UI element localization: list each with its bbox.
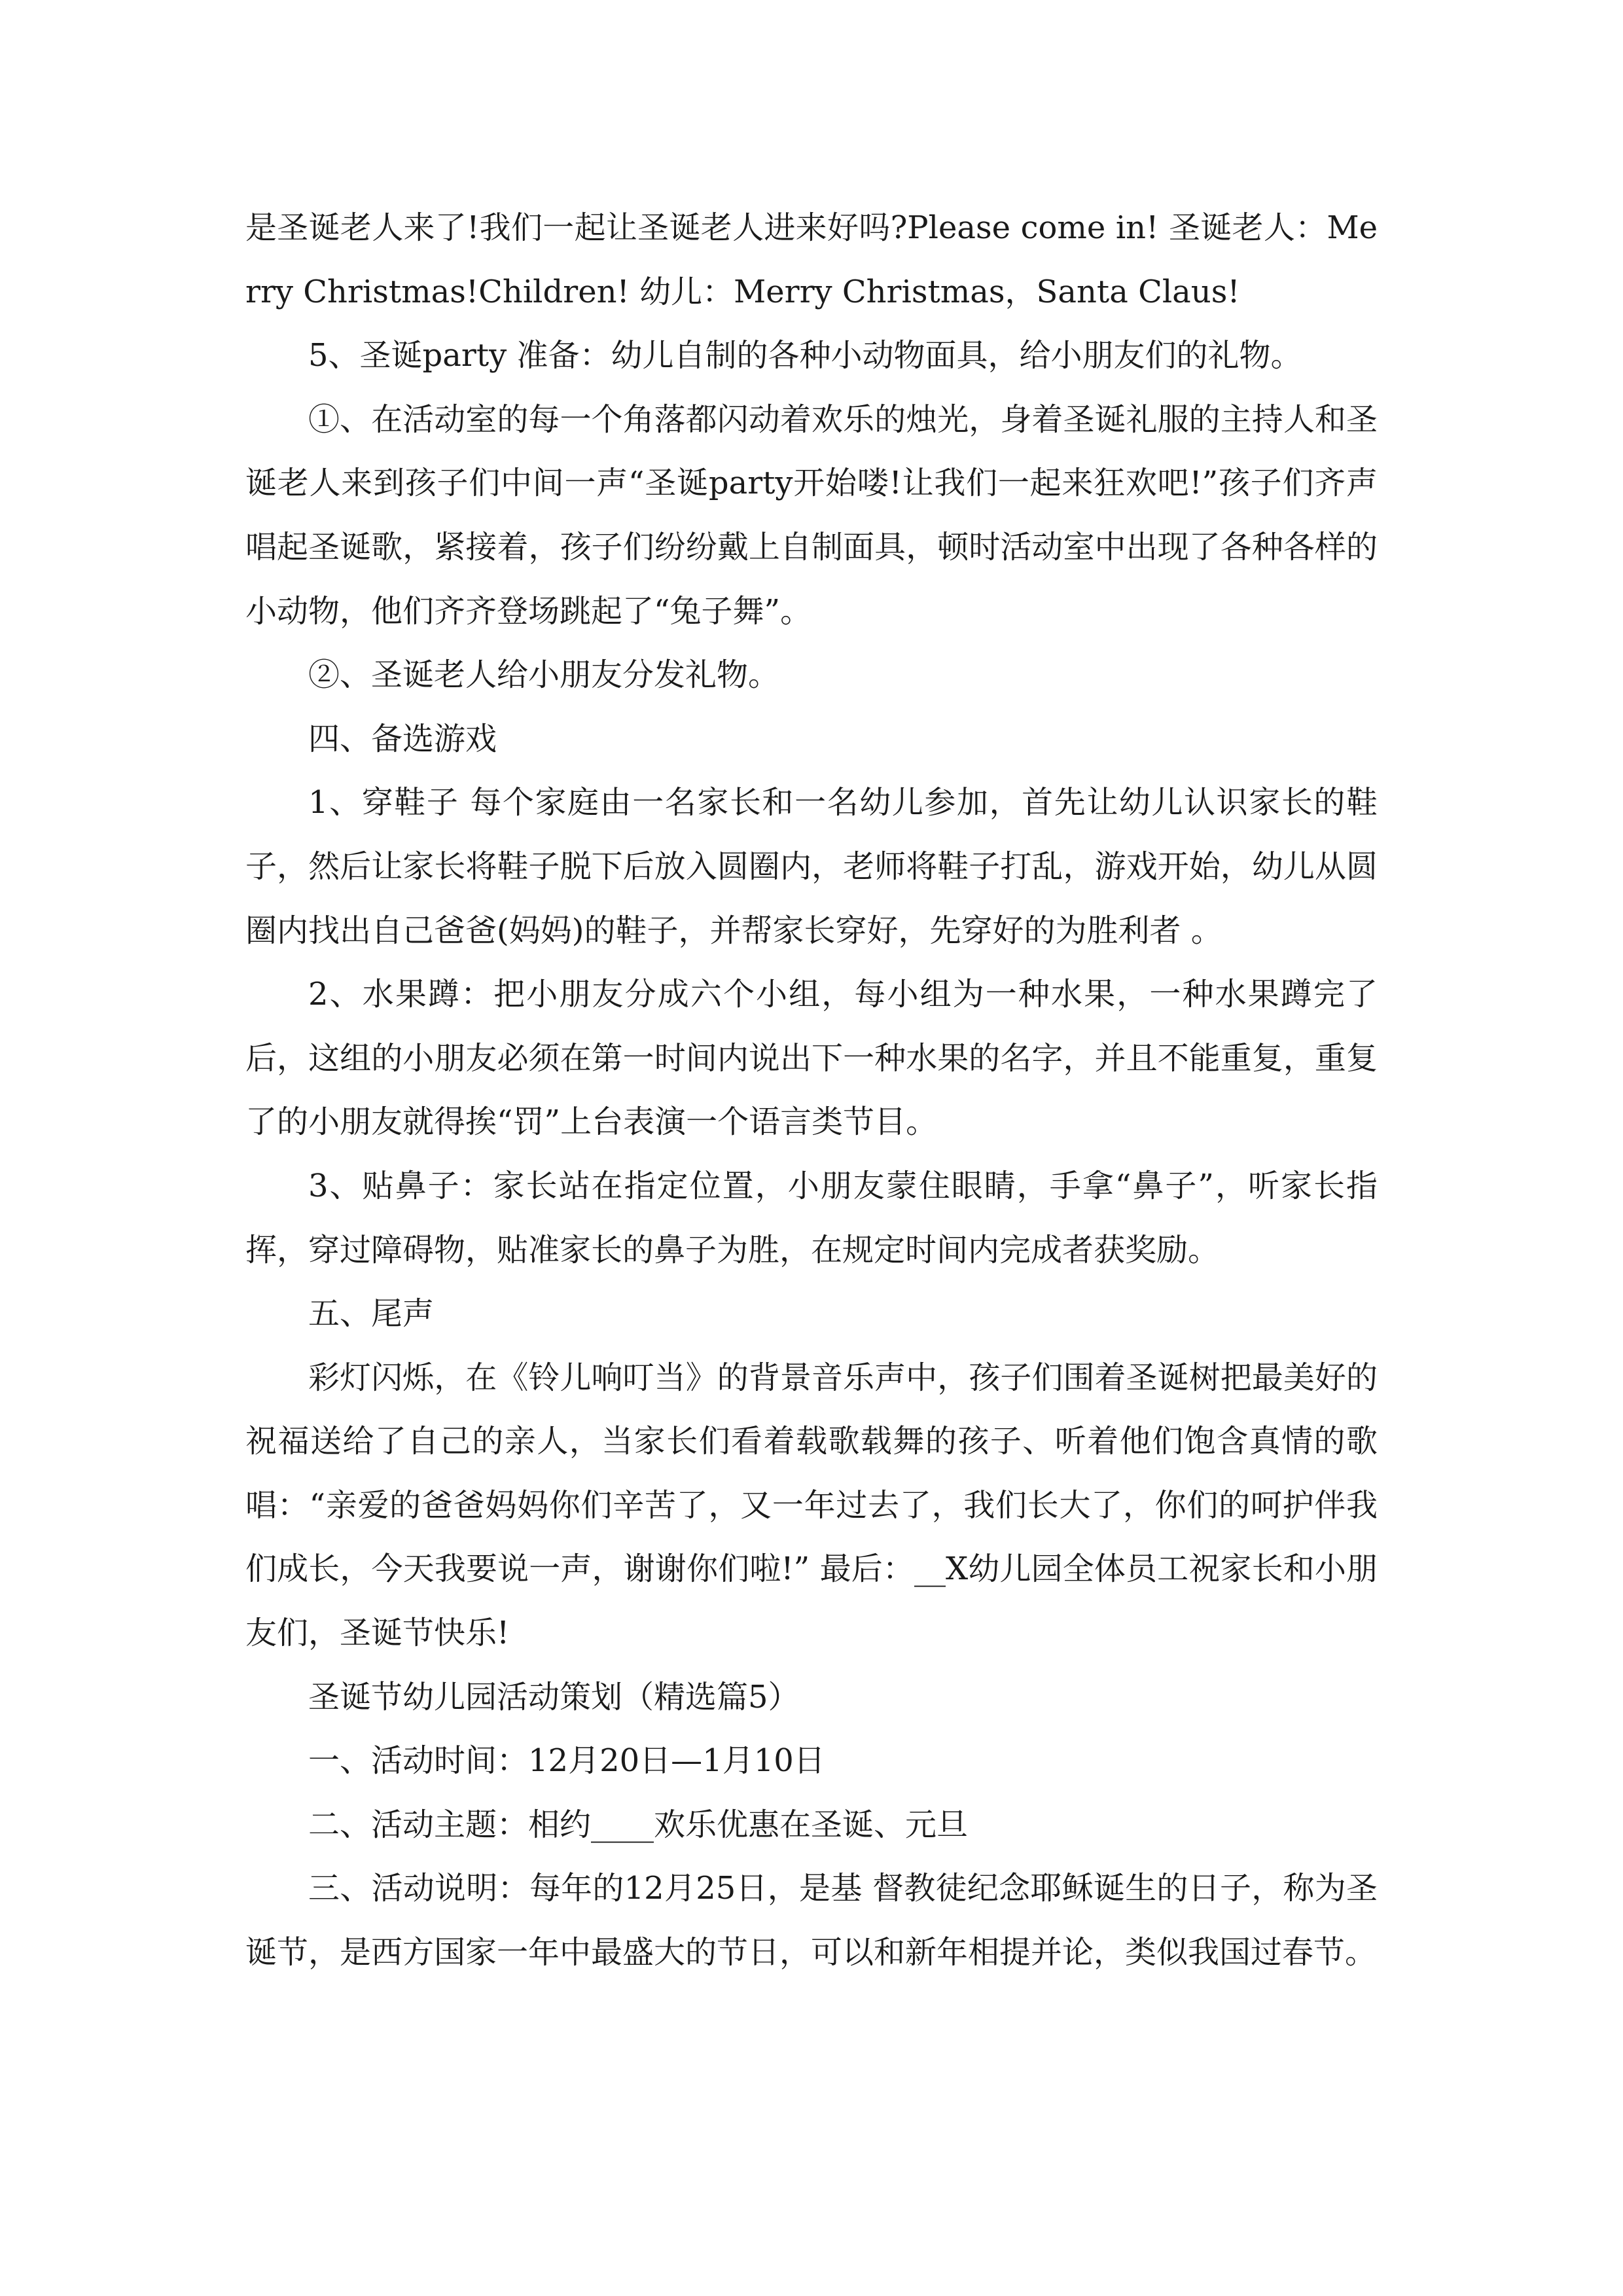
- paragraph-game-shoes: 1、穿鞋子 每个家庭由一名家长和一名幼儿参加，首先让幼儿认识家长的鞋子，然后让家长将鞋子脱下后放入圆圈内，老师将鞋子打乱，游戏开始，幼儿从圆圈内找出自己爸爸(妈妈)的鞋子，并帮家长穿好，先穿好的为胜利者 。: [245, 784, 1378, 949]
- paragraph-party-prep: 5、圣诞party 准备：幼儿自制的各种小动物面具，给小朋友们的礼物。: [308, 337, 1302, 374]
- paragraph-party-start: ①、在活动室的每一个角落都闪动着欢乐的烛光，身着圣诞礼服的主持人和圣诞老人来到孩子们中间一声“圣诞party开始喽!让我们一起来狂欢吧!”孩子们齐声唱起圣诞歌，紧接着，孩子们纷纷戴上自制面具，顿时活动室中出现了各种各样的小动物，他们齐齐登场跳起了“兔子舞”。: [245, 401, 1378, 630]
- paragraph-game-stick-nose: 3、贴鼻子：家长站在指定位置，小朋友蒙住眼睛，手拿“鼻子”，听家长指挥，穿过障碍物，贴准家长的鼻子为胜，在规定时间内完成者获奖励。: [245, 1167, 1378, 1268]
- section-title-plan-5: 圣诞节幼儿园活动策划（精选篇5）: [308, 1678, 800, 1715]
- paragraph-gifts: ②、圣诞老人给小朋友分发礼物。: [308, 656, 780, 694]
- paragraph-activity-time: 一、活动时间：12月20日—1月10日: [308, 1742, 825, 1780]
- section-heading-optional-games: 四、备选游戏: [308, 720, 497, 757]
- paragraph-activity-theme: 二、活动主题：相约____欢乐优惠在圣诞、元旦: [308, 1806, 969, 1843]
- paragraph-game-fruit-squat: 2、水果蹲：把小朋友分成六个小组，每小组为一种水果，一种水果蹲完了后，这组的小朋友必须在第一时间内说出下一种水果的名字，并且不能重复，重复了的小朋友就得挨“罚”上台表演一个语言类节目。: [245, 976, 1378, 1141]
- section-heading-ending: 五、尾声: [308, 1295, 435, 1333]
- paragraph-christmas-greeting: 是圣诞老人来了!我们一起让圣诞老人进来好吗?Please come in! 圣诞老人：Merry Christmas!Children! 幼儿：Merry Christmas，Santa Claus!: [245, 209, 1378, 310]
- document-body: [245, 196, 1378, 1985]
- paragraph-activity-description: 三、活动说明：每年的12月25日，是基 督教徒纪念耶稣诞生的日子，称为圣诞节，是西方国家一年中最盛大的节日，可以和新年相提并论，类似我国过春节。: [245, 1870, 1378, 1971]
- paragraph-ending: 彩灯闪烁，在《铃儿响叮当》的背景音乐声中，孩子们围着圣诞树把最美好的祝福送给了自己的亲人，当家长们看着载歌载舞的孩子、听着他们饱含真情的歌唱：“亲爱的爸爸妈妈你们辛苦了，又一年过去了，我们长大了，你们的呵护伴我们成长，今天我要说一声，谢谢你们啦!” 最后：__X幼儿园全体员工祝家长和小朋友们，圣诞节快乐!: [245, 1359, 1378, 1652]
